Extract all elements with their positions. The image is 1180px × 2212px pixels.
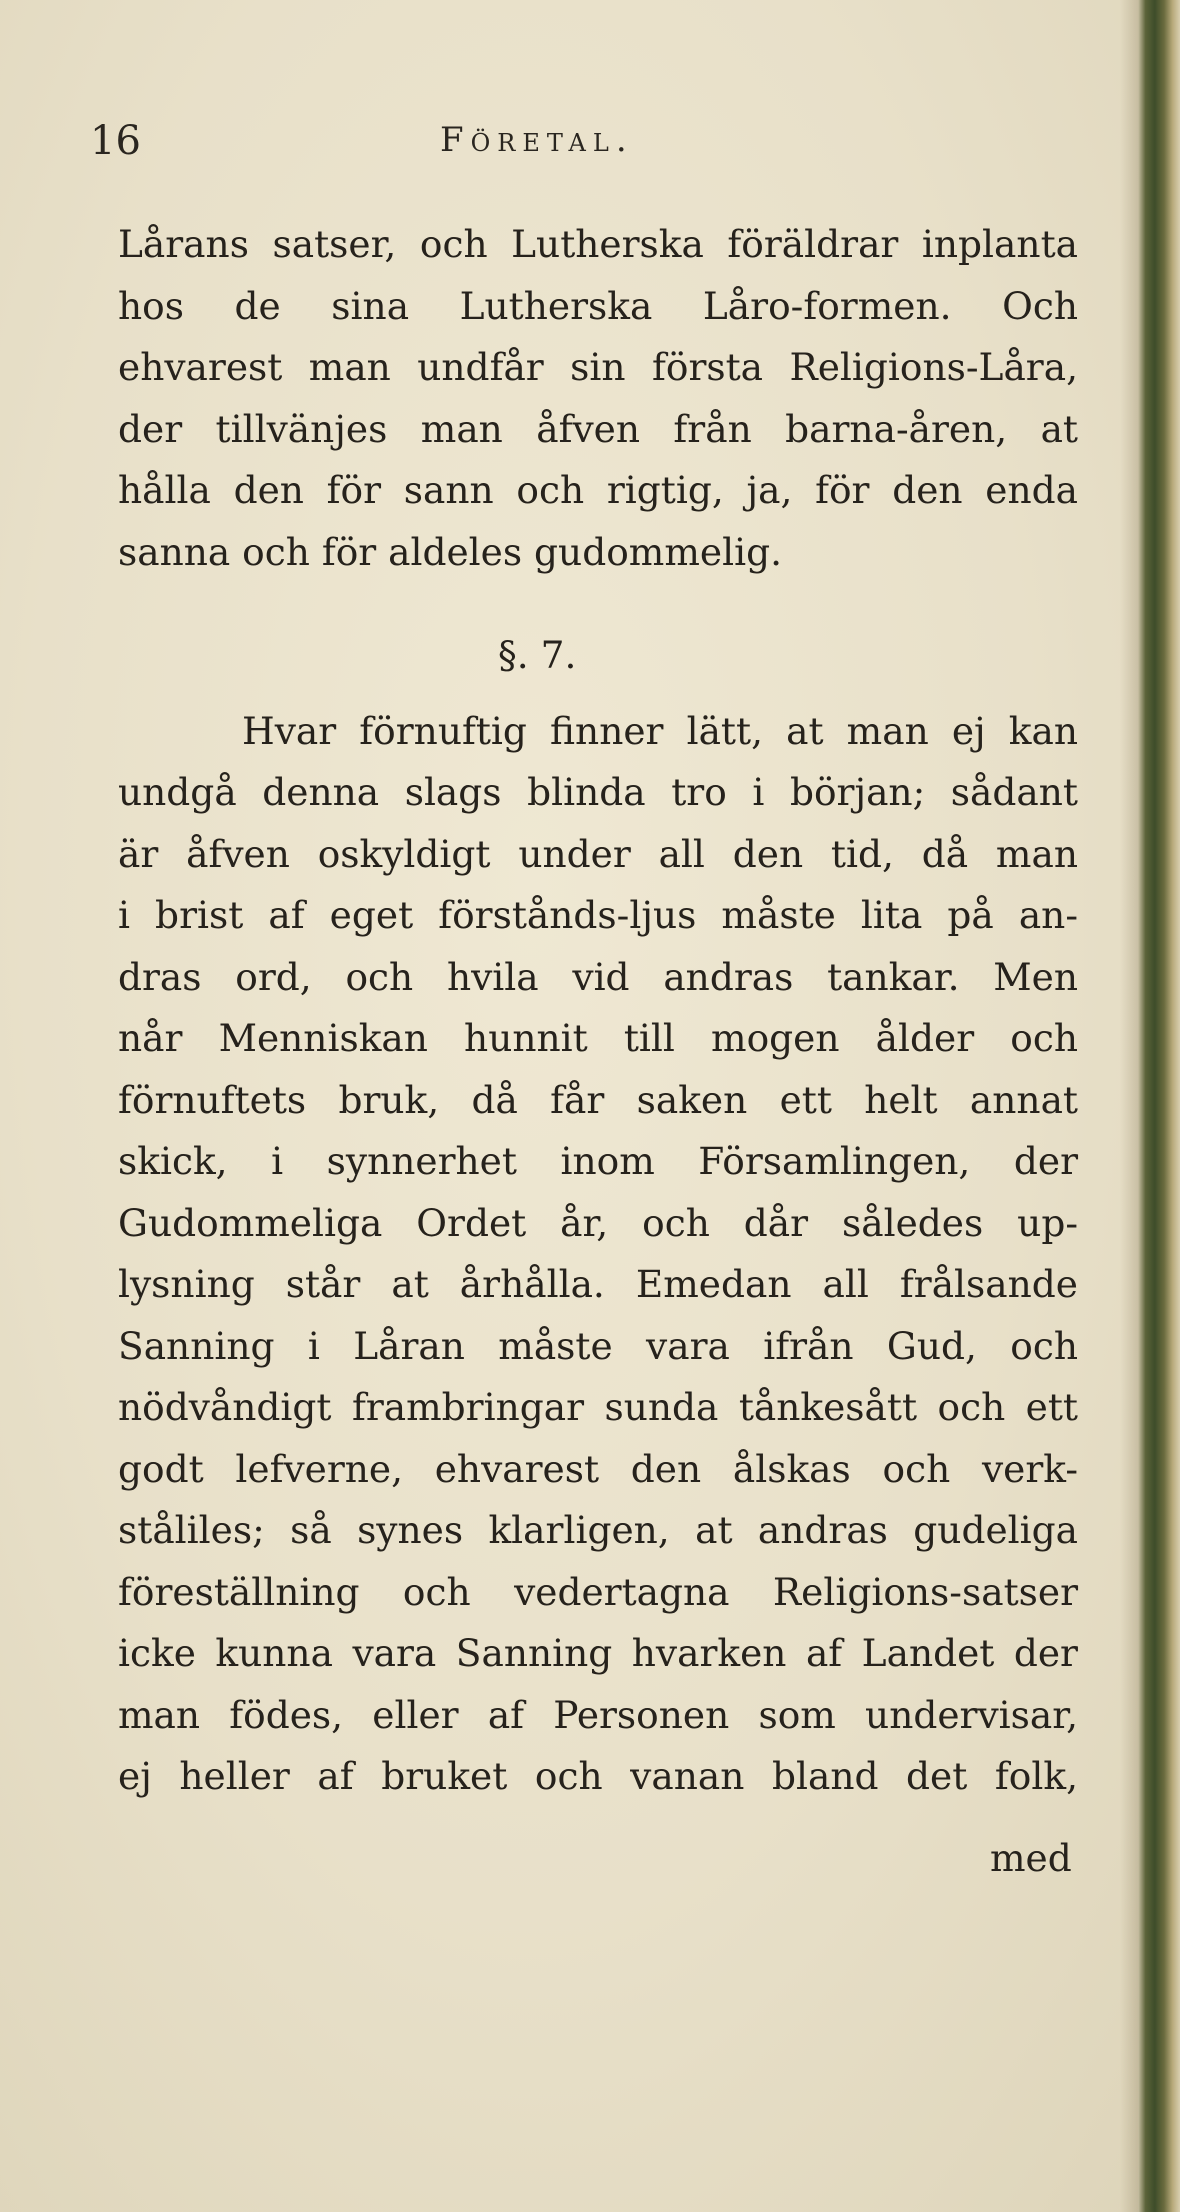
text-line: ehvarest man undfår sin första Religions-Låra, — [118, 345, 1078, 389]
catchword: med — [990, 1836, 1072, 1880]
text-line: är åfven oskyldigt under all den tid, då man — [118, 831, 1078, 876]
text-line: Hvar förnuftig finner lätt, at man ej kan — [242, 708, 1078, 753]
book-edge — [1138, 0, 1180, 2212]
text-line: godt lefverne, ehvarest den ålskas och verk- — [118, 1446, 1078, 1491]
text-line: föreställning och vedertagna Religions-satser — [118, 1569, 1078, 1614]
text-line: hålla den för sann och rigtig, ja, för den enda — [118, 468, 1078, 512]
text-line: skick, i synnerhet inom Församlingen, der — [118, 1139, 1078, 1183]
text-line: i brist af eget förstånds-ljus måste lita på an- — [118, 893, 1078, 937]
text-line: ej heller af bruket och vanan bland det folk, — [118, 1754, 1078, 1798]
text-line: der tillvänjes man åfven från barna-åren, at — [118, 406, 1078, 451]
text-line: hos de sina Lutherska Låro-formen. Och — [118, 283, 1078, 328]
running-head: Företal. — [440, 120, 634, 160]
paragraph-2 — [118, 701, 1078, 1808]
text-line: Sanning i Låran måste vara ifrån Gud, och — [118, 1323, 1078, 1368]
text-line: Lårans satser, och Lutherska föräldrar inplanta — [118, 222, 1078, 266]
text-line: ståliles; så synes klarligen, at andras gudeliga — [118, 1508, 1078, 1552]
section-heading: §. 7. — [498, 633, 577, 677]
body-text — [118, 214, 1078, 1808]
page-header — [90, 118, 790, 178]
text-line: dras ord, och hvila vid andras tankar. Men — [118, 954, 1078, 999]
page-number: 16 — [90, 118, 141, 164]
text-line: Gudommeliga Ordet år, och dår således up- — [118, 1200, 1078, 1245]
text-line: förnuftets bruk, då får saken ett helt annat — [118, 1077, 1078, 1122]
paragraph-1 — [118, 214, 1078, 583]
text-line: når Menniskan hunnit till mogen ålder och — [118, 1016, 1078, 1060]
text-line: undgå denna slags blinda tro i början; sådant — [118, 770, 1078, 814]
text-line: sanna och för aldeles gudommelig. — [118, 529, 782, 574]
page-gutter-shadow — [1120, 0, 1138, 2212]
text-line: lysning står at århålla. Emedan all frålsande — [118, 1262, 1078, 1306]
text-line: icke kunna vara Sanning hvarken af Landet der — [118, 1631, 1078, 1675]
text-line: nödvåndigt frambringar sunda tånkesått och ett — [118, 1385, 1078, 1429]
text-line: man födes, eller af Personen som undervisar, — [118, 1692, 1078, 1737]
